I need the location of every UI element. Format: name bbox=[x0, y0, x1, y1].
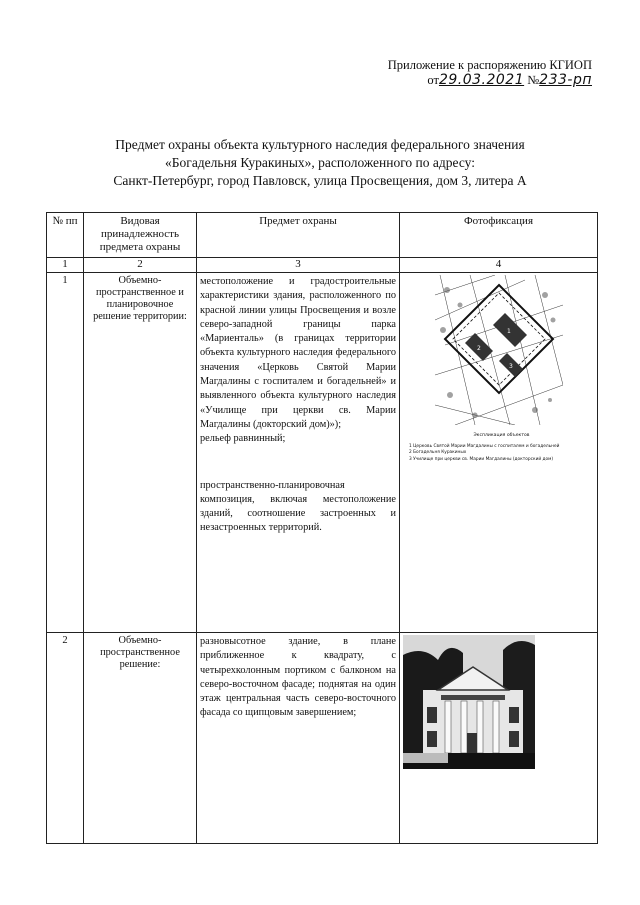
row-photo bbox=[400, 273, 598, 633]
header-row bbox=[47, 213, 598, 258]
handwritten-number: 233-рп bbox=[539, 72, 592, 88]
row-type: Объемно-пространственное и планировочное решение территории: bbox=[84, 273, 197, 633]
legend-title: Экспликация объектов bbox=[473, 433, 530, 438]
row-subject bbox=[197, 633, 400, 844]
legend-item: 2 Богадельня Куракиных bbox=[409, 450, 467, 455]
subject-paragraph: рельеф равнинный; bbox=[200, 433, 286, 445]
svg-text:1: 1 bbox=[506, 328, 511, 335]
row-subject bbox=[197, 273, 400, 633]
handwritten-date: 29.03.2021 bbox=[438, 72, 525, 88]
subject-paragraph: местоположение и градостроительные характеристики здания, расположенного по красной линии улицы Просвещения и возле северо-западной границы парка «Мариенталь» (в границах территории объекта культурного наследия федерального значения «Церковь Святой Марии Магдалины с госпиталем и богадельней» и выявленного объекта культурного наследия «Училище при церкви св. Марии Магдалины (докторский дом)»); bbox=[200, 276, 396, 430]
row-number: 1 bbox=[47, 273, 84, 633]
date-prefix: от bbox=[427, 73, 439, 87]
building-photo bbox=[403, 635, 535, 769]
header-number: № пп bbox=[47, 213, 84, 258]
row-type: Объемно-пространственное решение: bbox=[84, 633, 197, 844]
svg-text:3: 3 bbox=[508, 363, 513, 370]
table-row bbox=[47, 633, 598, 844]
legend-item: 3 Училище при церкви св. Марии Магдалины (докторский дом) bbox=[409, 456, 554, 462]
row-photo bbox=[400, 633, 598, 844]
legend-item: 1 Церковь Святой Марии Магдалины с госпиталем и богадельней bbox=[409, 443, 560, 449]
header-subject: Предмет охраны bbox=[197, 213, 400, 258]
protection-subject-table bbox=[46, 212, 598, 844]
svg-text:2: 2 bbox=[476, 345, 481, 352]
column-number: 1 bbox=[47, 258, 84, 273]
subject-paragraph: пространственно-планировочная композиция, включая местоположение зданий, соотношение застроенных и незастроенных территорий. bbox=[200, 479, 396, 534]
column-number: 2 bbox=[84, 258, 197, 273]
title-line-2: «Богадельня Куракиных», расположенного по адресу: bbox=[165, 155, 475, 170]
appendix-line: Приложение к распоряжению КГИОП bbox=[387, 58, 592, 72]
title-line-3: Санкт-Петербург, город Павловск, улица Просвещения, дом 3, литера А bbox=[113, 173, 527, 188]
map-legend bbox=[409, 433, 594, 463]
row-number: 2 bbox=[47, 633, 84, 844]
site-plan-map bbox=[435, 275, 563, 425]
number-prefix: № bbox=[527, 73, 540, 87]
header-type: Видовая принадлежность предмета охраны bbox=[84, 213, 197, 258]
column-number: 4 bbox=[400, 258, 598, 273]
subject-paragraph: разновысотное здание, в плане приближенное к квадрату, с четырехколонным портиком с балконом на северо-восточном фасаде; поднятая на один этаж центральная часть северо-восточного фасада со щипцовым завершением; bbox=[200, 636, 396, 719]
appendix-date-line bbox=[388, 73, 592, 88]
header-photo: Фотофиксация bbox=[400, 213, 598, 258]
column-number-row bbox=[47, 258, 598, 273]
document-title bbox=[60, 136, 580, 190]
table-row bbox=[47, 273, 598, 633]
title-line-1: Предмет охраны объекта культурного наследия федерального значения bbox=[115, 137, 525, 152]
appendix-header bbox=[388, 58, 592, 88]
column-number: 3 bbox=[197, 258, 400, 273]
